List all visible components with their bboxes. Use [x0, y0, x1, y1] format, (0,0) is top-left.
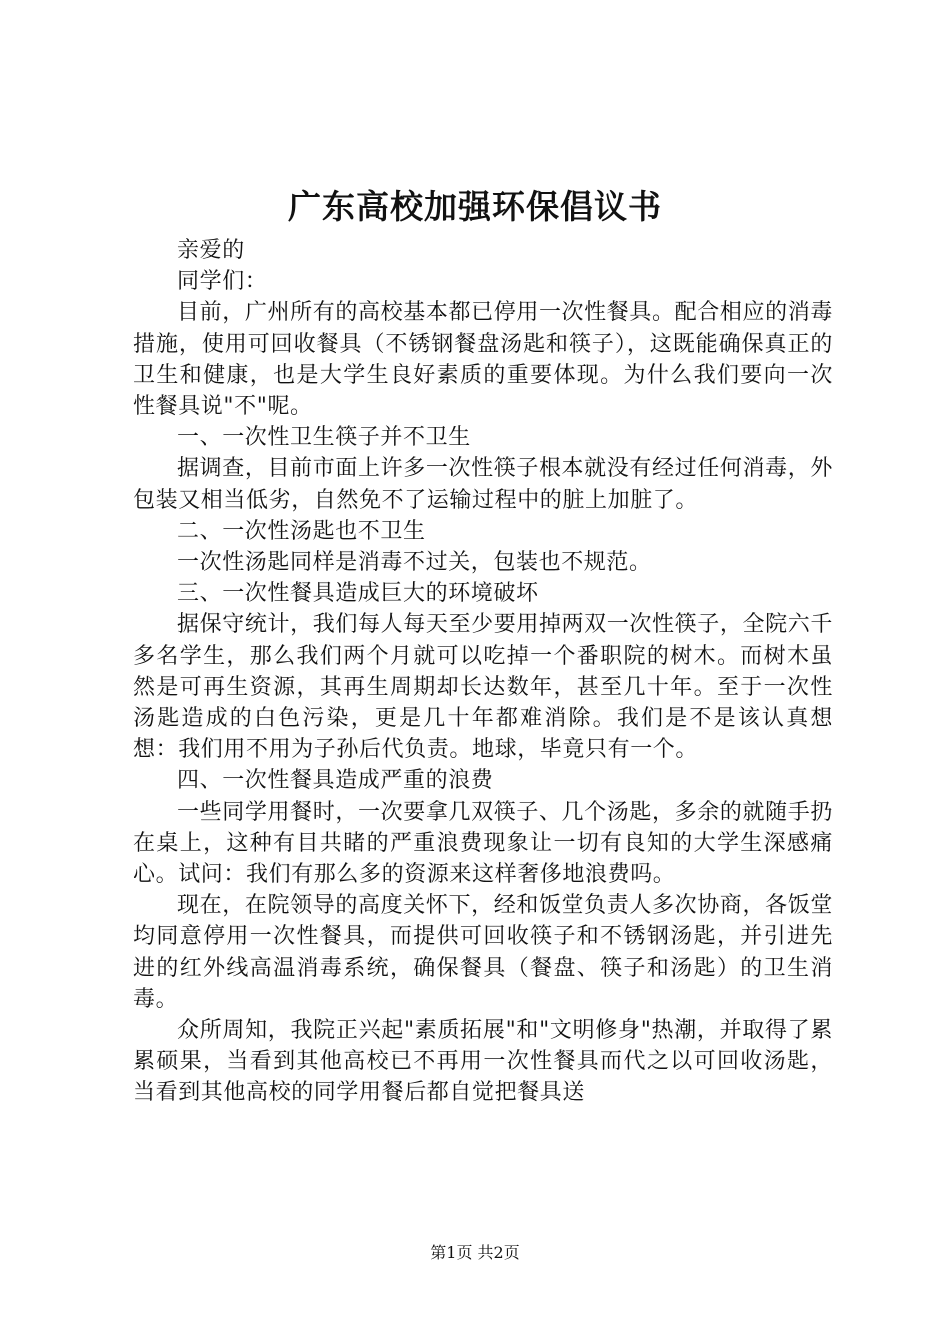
salutation-line-2: 同学们： [177, 269, 268, 295]
paragraph-section-1: 据调查，目前市面上许多一次性筷子根本就没有经过任何消毒，外包装又相当低劣，自然免不了运输过程中的脏上加脏了。 [133, 456, 833, 513]
page-number-footer: 第1页 共2页 [430, 1243, 520, 1262]
paragraph-section-3: 据保守统计，我们每人每天至少要用掉两双一次性筷子，全院六千多名学生，那么我们两个月就可以吃掉一个番职院的树木。而树木虽然是可再生资源，其再生周期却长达数年，甚至几十年。至于一次性汤匙造成的白色污染，更是几十年都难消除。我们是不是该认真想想：我们用不用为子孙后代负责。地球，毕竟只有一个。 [133, 612, 833, 763]
paragraph-section-2: 一次性汤匙同样是消毒不过关，包装也不规范。 [177, 550, 652, 576]
paragraph-intro: 目前，广州所有的高校基本都已停用一次性餐具。配合相应的消毒措施，使用可回收餐具（不锈钢餐盘汤匙和筷子），这既能确保真正的卫生和健康，也是大学生良好素质的重要体现。为什么我们要向一次性餐具说"不"呢。 [133, 300, 833, 420]
document-title: 广东高校加强环保倡议书 [288, 187, 662, 226]
section-heading-2: 二、一次性汤匙也不卫生 [177, 518, 426, 544]
document-body [133, 235, 833, 1109]
salutation-line-1: 亲爱的 [177, 238, 245, 263]
section-heading-1: 一、一次性卫生筷子并不卫生 [177, 425, 471, 451]
section-heading-4: 四、一次性餐具造成严重的浪费 [177, 768, 494, 794]
paragraph-section-4: 一些同学用餐时，一次要拿几双筷子、几个汤匙，多余的就随手扔在桌上，这种有目共睹的严重浪费现象让一切有良知的大学生深感痛心。试问：我们有那么多的资源来这样奢侈地浪费吗。 [133, 799, 833, 888]
section-heading-3: 三、一次性餐具造成巨大的环境破坏 [177, 581, 539, 607]
paragraph-known: 众所周知，我院正兴起"素质拓展"和"文明修身"热潮，并取得了累累硕果，当看到其他高校已不再用一次性餐具而代之以可回收汤匙，当看到其他高校的同学用餐后都自觉把餐具送 [133, 1018, 833, 1106]
paragraph-now: 现在，在院领导的高度关怀下，经和饭堂负责人多次协商，各饭堂均同意停用一次性餐具，而提供可回收筷子和不锈钢汤匙，并引进先进的红外线高温消毒系统，确保餐具（餐盘、筷子和汤匙）的卫生消毒。 [133, 893, 833, 1012]
